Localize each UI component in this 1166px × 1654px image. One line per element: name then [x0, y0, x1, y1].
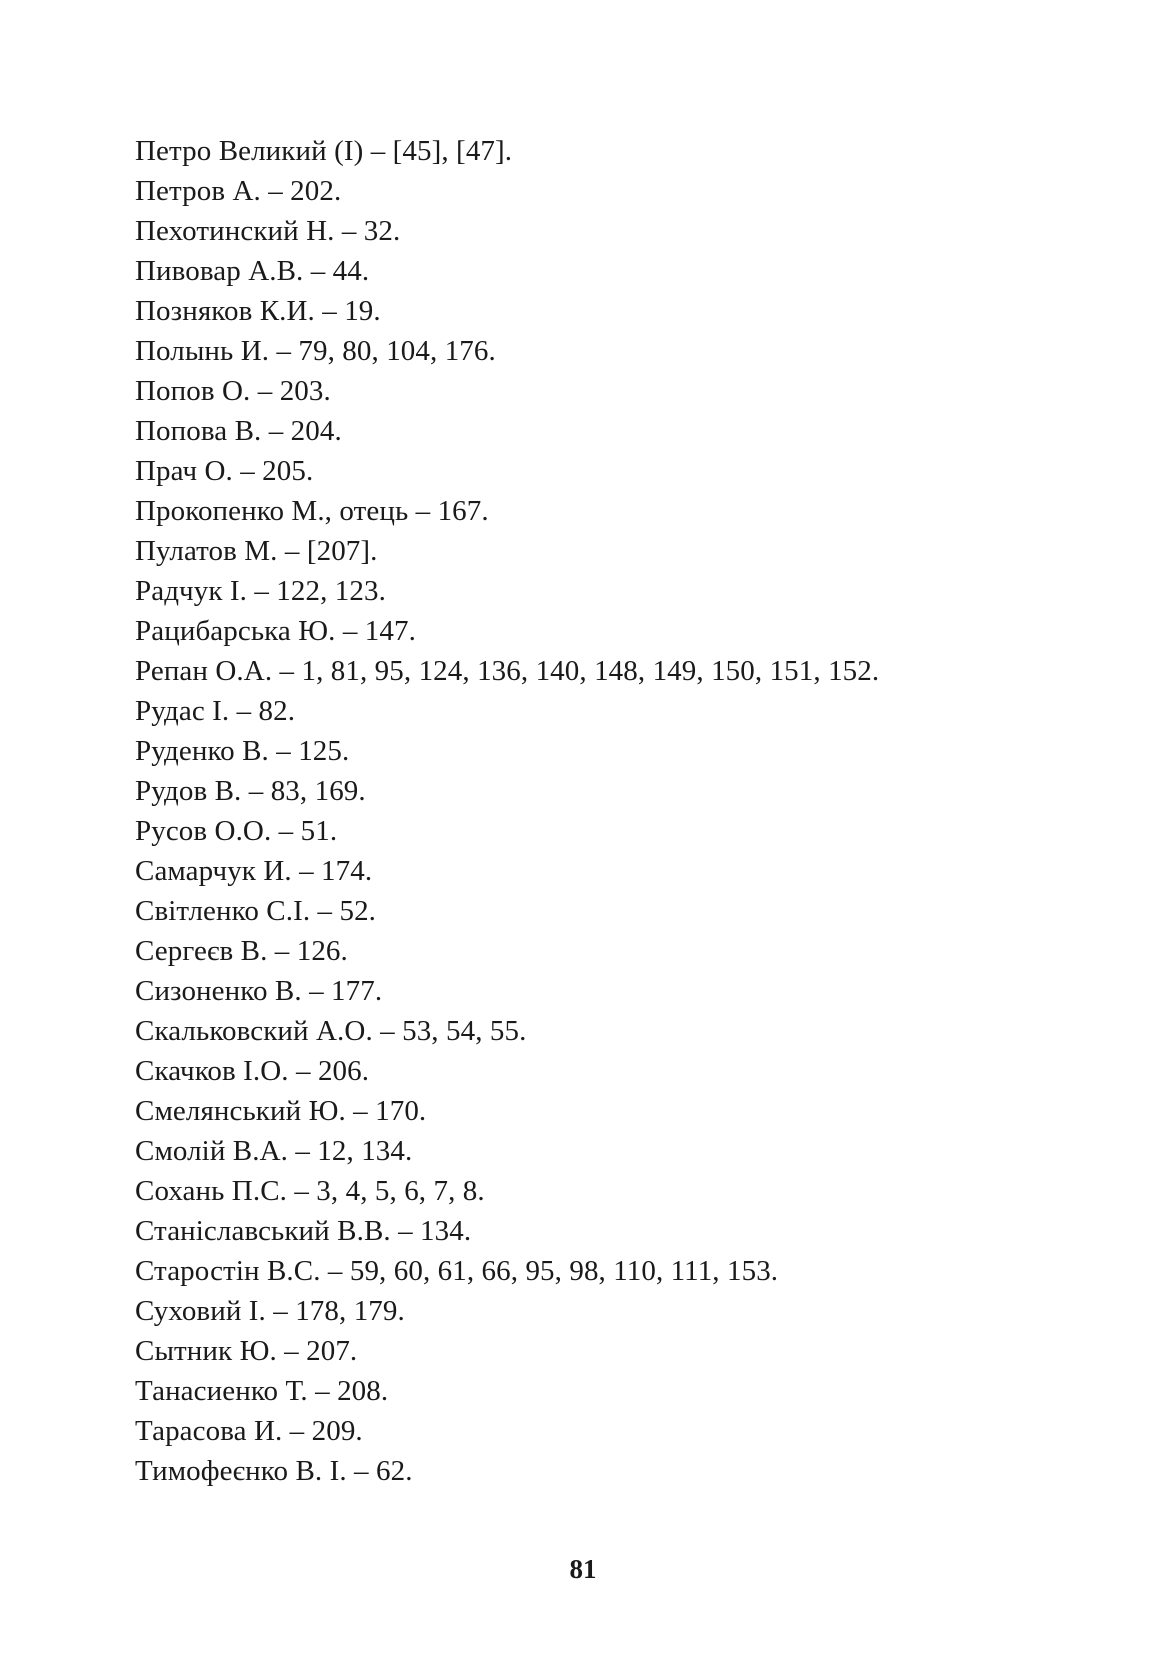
index-entry: Сохань П.С. – 3, 4, 5, 6, 7, 8.: [135, 1175, 485, 1207]
index-entry: Тимофеєнко В. І. – 62.: [135, 1455, 413, 1487]
index-entry: Сытник Ю. – 207.: [135, 1335, 358, 1367]
index-entry: Прач О. – 205.: [135, 455, 314, 487]
index-entry: Попов О. – 203.: [135, 375, 331, 407]
index-entry: Світленко С.І. – 52.: [135, 895, 377, 927]
index-entry: Попова В. – 204.: [135, 415, 342, 447]
index-entry: Станіславський В.В. – 134.: [135, 1215, 472, 1247]
index-entry: Старостін В.С. – 59, 60, 61, 66, 95, 98, 110, 111, 153.: [135, 1255, 779, 1287]
index-entry: Русов О.О. – 51.: [135, 815, 338, 847]
index-entry: Пехотинский Н. – 32.: [135, 215, 401, 247]
index-entry: Репан О.А. – 1, 81, 95, 124, 136, 140, 148, 149, 150, 151, 152.: [135, 655, 880, 687]
index-entry: Позняков К.И. – 19.: [135, 295, 381, 327]
index-entry: Самарчук И. – 174.: [135, 855, 373, 887]
index-entry: Рудас І. – 82.: [135, 695, 296, 727]
index-entry: Скальковский А.О. – 53, 54, 55.: [135, 1015, 527, 1047]
index-entry: Суховий І. – 178, 179.: [135, 1295, 405, 1327]
index-entry: Петров А. – 202.: [135, 175, 342, 207]
index-entry: Сергеєв В. – 126.: [135, 935, 348, 967]
index-entry: Пивовар А.В. – 44.: [135, 255, 370, 287]
index-entry: Петро Великий (І) – [45], [47].: [135, 135, 513, 167]
index-entry: Сизоненко В. – 177.: [135, 975, 383, 1007]
page-number: 81: [569, 1554, 597, 1584]
index-entry: Смолій В.А. – 12, 134.: [135, 1135, 413, 1167]
index-entry: Танасиенко Т. – 208.: [135, 1375, 389, 1407]
index-entry: Пулатов М. – [207].: [135, 535, 378, 567]
index-entry: Тарасова И. – 209.: [135, 1415, 363, 1447]
index-entry: Смелянський Ю. – 170.: [135, 1095, 427, 1127]
index-entry: Рацибарська Ю. – 147.: [135, 615, 416, 647]
name-index-list: [135, 131, 879, 1491]
index-entry: Руденко В. – 125.: [135, 735, 350, 767]
index-entry: Радчук І. – 122, 123.: [135, 575, 386, 607]
index-entry: Рудов В. – 83, 169.: [135, 775, 366, 807]
index-entry: Полынь И. – 79, 80, 104, 176.: [135, 335, 496, 367]
index-entry: Скачков І.О. – 206.: [135, 1055, 370, 1087]
index-entry: Прокопенко М., отець – 167.: [135, 495, 489, 527]
